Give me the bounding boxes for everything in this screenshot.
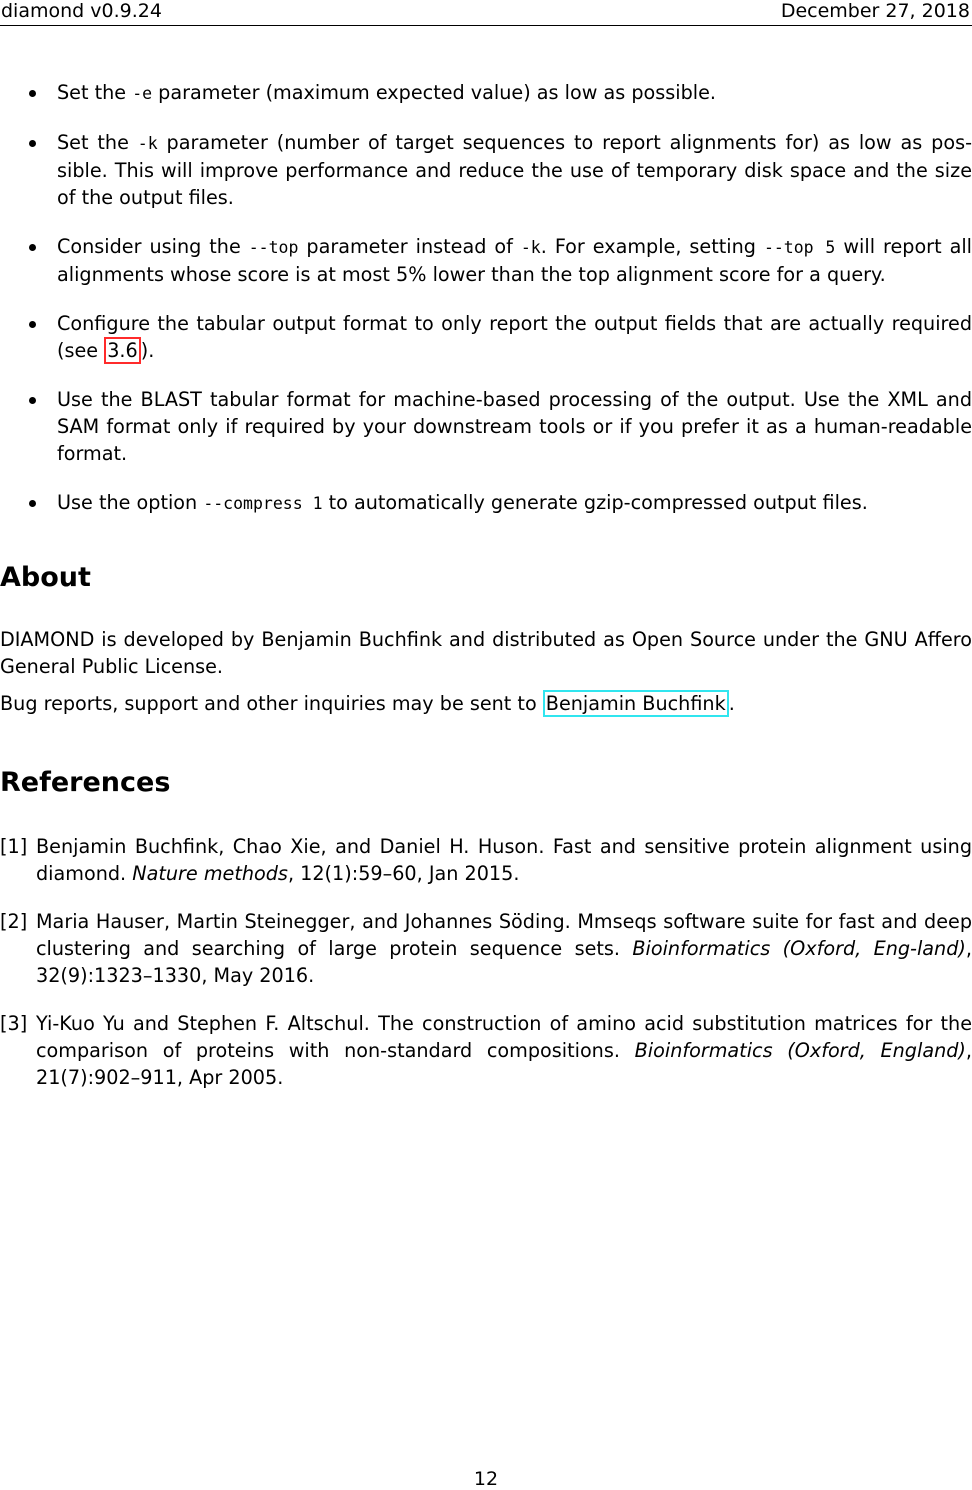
journal-name: Bioinformatics (Oxford, England) — [634, 1039, 966, 1062]
bullet-icon — [29, 500, 36, 507]
list-item: Set the -e parameter (maximum expected value) as low as possible. — [0, 79, 972, 107]
tips-list — [0, 79, 972, 539]
contact-paragraph: Bug reports, support and other inquiries may be sent to Benjamin Buchfink . — [0, 692, 735, 715]
about-heading: About — [0, 562, 91, 593]
code-k: -k — [137, 134, 158, 153]
section-link-3-6[interactable]: 3.6 — [104, 337, 141, 364]
reference-number: [1] — [0, 835, 28, 858]
bullet-icon — [29, 140, 36, 147]
references-heading: References — [0, 767, 171, 798]
bullet-icon — [29, 321, 36, 328]
reference-number: [3] — [0, 1012, 28, 1035]
doc-date: December 27, 2018 — [780, 0, 970, 22]
code-top: --top — [248, 238, 299, 257]
code-e: -e — [132, 84, 153, 103]
list-item: Configure the tabular output format to only report the output fields that are actually required (see 3.6 ). — [0, 310, 972, 364]
bullet-icon — [29, 244, 36, 251]
code-top-5: --top 5 — [763, 238, 836, 257]
page-number: 12 — [473, 1468, 499, 1490]
reference-number: [2] — [0, 910, 28, 933]
reference-item: [3] Yi-Kuo Yu and Stephen F. Altschul. The construction of amino acid substitution matrices for the comparison of proteins with non-standard compositions. Bioinformatics (Oxford, England), 21(7):902–911, Apr 2005. — [0, 1012, 972, 1089]
code-k: -k — [520, 238, 541, 257]
reference-item: [1] Benjamin Buchfink, Chao Xie, and Daniel H. Huson. Fast and sensitive protein alignment using diamond. Nature methods, 12(1):59–60, Jan 2015. — [0, 835, 972, 885]
list-item: Consider using the --top parameter instead of -k. For example, setting --top 5 will report all alignments whose score is at most 5% lower than the top alignment score for a query. — [0, 233, 972, 288]
list-item: Use the option --compress 1 to automatically generate gzip-compressed output files. — [0, 489, 972, 517]
reference-item: [2] Maria Hauser, Martin Steinegger, and Johannes Söding. Mmseqs software suite for fast and deep clustering and searching of large protein sequence sets. Bioinformatics (Oxford, Eng-land), 32(9):1323–1330, May 2016. — [0, 910, 972, 987]
list-item: Use the BLAST tabular format for machine-based processing of the output. Use the XML and SAM format only if required by your downstream tools or if you prefer it as a human-readable format. — [0, 386, 972, 467]
bullet-icon — [29, 90, 36, 97]
header-rule — [0, 25, 972, 26]
doc-version: diamond v0.9.24 — [1, 0, 162, 22]
page-header — [0, 0, 972, 27]
journal-name: Nature methods — [132, 862, 288, 885]
reference-list — [0, 833, 972, 1112]
about-paragraph: DIAMOND is developed by Benjamin Buchfink and distributed as Open Source under the GNU Affero General Public License. — [0, 628, 972, 678]
list-item: Set the -k parameter (number of target sequences to report alignments for) as low as pos-sible. This will improve performance and reduce the use of temporary disk space and the size of the output files. — [0, 129, 972, 211]
code-compress: --compress 1 — [203, 494, 323, 513]
author-email-link[interactable]: Benjamin Buchfink — [543, 690, 729, 717]
journal-name: Bioinformatics (Oxford, Eng-land) — [632, 937, 966, 960]
bullet-icon — [29, 397, 36, 404]
